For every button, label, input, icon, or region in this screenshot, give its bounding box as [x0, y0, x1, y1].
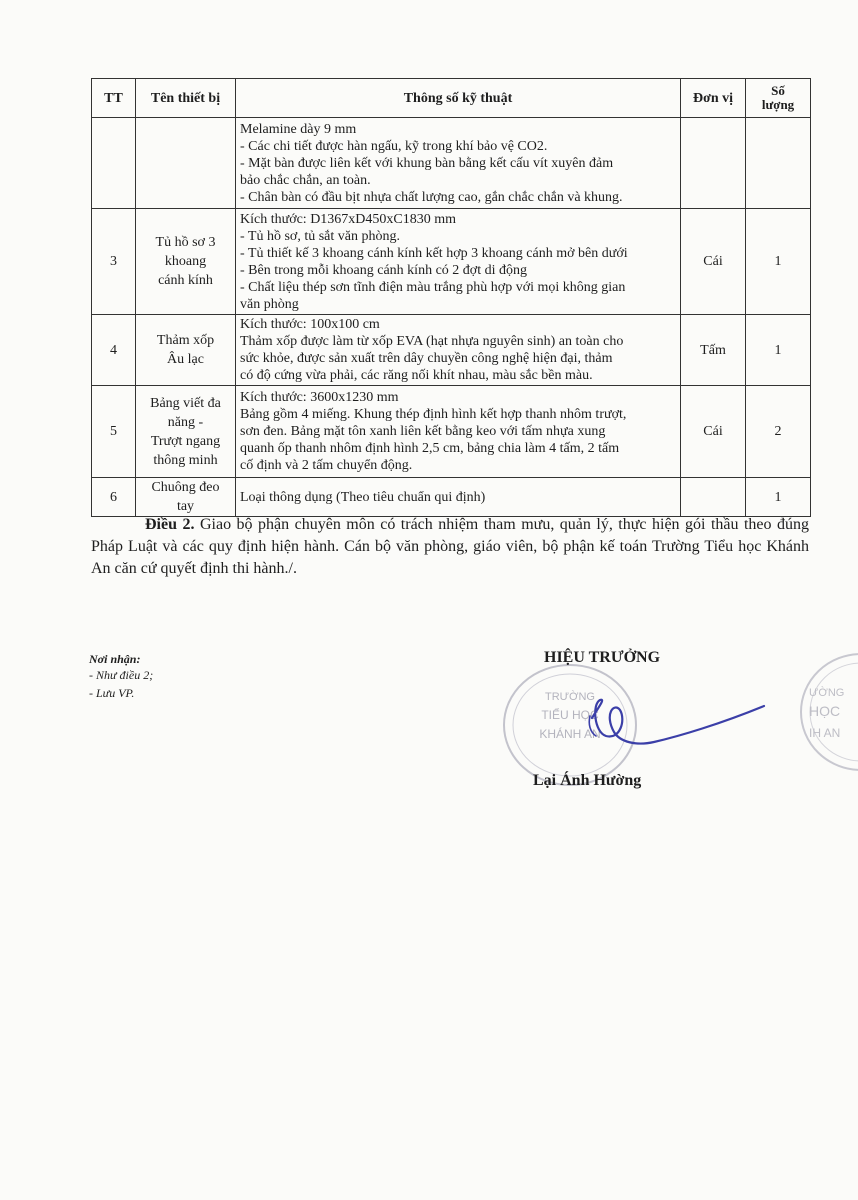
spec-line: Bảng gồm 4 miếng. Khung thép định hình kết hợp thanh nhôm trượt,	[240, 407, 627, 422]
table-row	[92, 209, 811, 315]
cell-tt: 5	[92, 386, 136, 478]
equipment-name-line: thông minh	[153, 452, 218, 468]
table-row	[92, 386, 811, 478]
equipment-spec-table	[91, 78, 811, 517]
spec-line: - Chất liệu thép sơn tĩnh điện màu trắng phù hợp với mọi không gian	[240, 279, 626, 295]
equipment-name-line: Bảng viết đa	[150, 395, 221, 411]
edge-stamp	[793, 650, 858, 775]
cell-equipment-name	[136, 315, 236, 386]
cell-quantity: 1	[746, 478, 811, 517]
header-name: Tên thiết bị	[136, 79, 236, 118]
spec-line: Loại thông dụng (Theo tiêu chuẩn qui định)	[240, 489, 486, 505]
table-row	[92, 118, 811, 209]
signer-name: Lại Ánh Hường	[533, 772, 642, 789]
equipment-name-line: khoang	[164, 254, 207, 269]
header-spec: Thông số kỹ thuật	[236, 79, 681, 118]
equipment-name-line: Trượt ngang	[150, 433, 221, 449]
equipment-name-line: Tủ hồ sơ 3	[155, 235, 216, 250]
spec-line: sơn đen. Bảng mặt tôn xanh liên kết bằng keo với tấm nhựa xung	[240, 424, 606, 439]
spec-line: cố định và 2 tấm chuyển động.	[240, 458, 413, 473]
cell-specification	[236, 478, 681, 517]
table-header-row	[92, 79, 811, 118]
spec-line: Kích thước: 3600x1230 mm	[240, 390, 399, 405]
header-quantity	[746, 79, 811, 118]
svg-text:ƯỜNG: ƯỜNG	[809, 687, 845, 699]
equipment-name-line: tay	[176, 499, 195, 514]
spec-line: Thảm xốp được làm từ xốp EVA (hạt nhựa nguyên sinh) an toàn cho	[240, 334, 624, 349]
article-2-text: Giao bộ phận chuyên môn có trách nhiệm tham mưu, quản lý, thực hiện gói thầu theo đúng Pháp Luật và các quy định hiện hành. Cán bộ văn phòng, giáo viên, bộ phận kế toán Trường Tiểu học Khánh An căn cứ quyết định thi hành./.	[91, 516, 810, 577]
cell-tt: 3	[92, 209, 136, 315]
cell-specification	[236, 315, 681, 386]
equipment-name-line: năng -	[167, 414, 204, 430]
article-2-label: Điều 2.	[145, 516, 195, 533]
spec-line: quanh ốp thanh nhôm định hình 2,5 cm, bảng chia làm 4 tấm, 2 tấm	[240, 441, 620, 456]
header-tt: TT	[92, 79, 136, 118]
cell-unit	[681, 478, 746, 517]
cell-unit: Cái	[681, 209, 746, 315]
cell-tt	[92, 118, 136, 209]
spec-line: - Các chi tiết được hàn ngấu, kỹ trong khí bảo vệ CO2.	[240, 138, 548, 154]
header-unit: Đơn vị	[681, 79, 746, 118]
spec-line: - Chân bàn có đầu bịt nhựa chất lượng cao, gắn chắc chắn và khung.	[240, 189, 623, 205]
handwritten-signature	[580, 680, 770, 760]
spec-line: Melamine dày 9 mm	[240, 121, 357, 137]
cell-quantity: 1	[746, 209, 811, 315]
equipment-name-line: Thảm xốp	[156, 333, 215, 348]
table-row	[92, 478, 811, 517]
stamp-line-2: TIỂU HỌC	[541, 708, 599, 722]
stamp-line-1: TRƯỜNG	[545, 691, 595, 703]
spec-line: - Tủ thiết kế 3 khoang cánh kính kết hợp 3 khoang cánh mở bên dưới	[240, 245, 628, 261]
spec-line: - Tủ hồ sơ, tủ sắt văn phòng.	[240, 228, 400, 244]
spec-line: văn phòng	[240, 296, 299, 312]
spec-line: sức khỏe, được sản xuất trên dây chuyền công nghệ hiện đại, thảm	[240, 351, 613, 366]
equipment-name-line: Âu lạc	[167, 352, 204, 367]
cell-specification	[236, 118, 681, 209]
cell-quantity: 2	[746, 386, 811, 478]
cell-specification	[236, 386, 681, 478]
equipment-name-line: Chuông đeo	[151, 480, 220, 495]
svg-text:IH AN: IH AN	[809, 726, 841, 740]
svg-text:HỌC: HỌC	[809, 703, 841, 719]
cell-unit: Tấm	[681, 315, 746, 386]
equipment-name-line: cánh kính	[158, 273, 213, 288]
spec-line: Kích thước: D1367xD450xC1830 mm	[240, 211, 457, 227]
cell-specification	[236, 209, 681, 315]
cell-quantity: 1	[746, 315, 811, 386]
spec-line: Kích thước: 100x100 cm	[240, 317, 380, 332]
signature-title: HIỆU TRƯỞNG	[544, 649, 661, 666]
cell-tt: 4	[92, 315, 136, 386]
recipient-item: - Như điều 2;	[89, 668, 154, 682]
spec-line: - Bên trong mỗi khoang cánh kính có 2 đợt di động	[240, 262, 527, 278]
cell-unit: Cái	[681, 386, 746, 478]
stamp-line-3: KHÁNH AN	[539, 727, 601, 741]
cell-equipment-name	[136, 209, 236, 315]
header-quantity-line1: Số	[771, 83, 785, 98]
cell-quantity	[746, 118, 811, 209]
recipient-item: - Lưu VP.	[89, 686, 135, 700]
spec-line: - Mặt bàn được liên kết với khung bàn bằng kết cấu vít xuyên đảm	[240, 155, 614, 171]
cell-tt: 6	[92, 478, 136, 517]
cell-equipment-name	[136, 118, 236, 209]
cell-equipment-name	[136, 386, 236, 478]
table-row	[92, 315, 811, 386]
header-quantity-line2: lượng	[761, 97, 795, 112]
cell-equipment-name	[136, 478, 236, 517]
article-2	[91, 514, 809, 580]
spec-line: có độ cứng vừa phải, các răng nối khít nhau, màu sắc bền màu.	[240, 368, 593, 383]
cell-unit	[681, 118, 746, 209]
spec-line: bảo chắc chắn, an toàn.	[240, 172, 371, 188]
recipients-title: Nơi nhận:	[89, 652, 141, 666]
